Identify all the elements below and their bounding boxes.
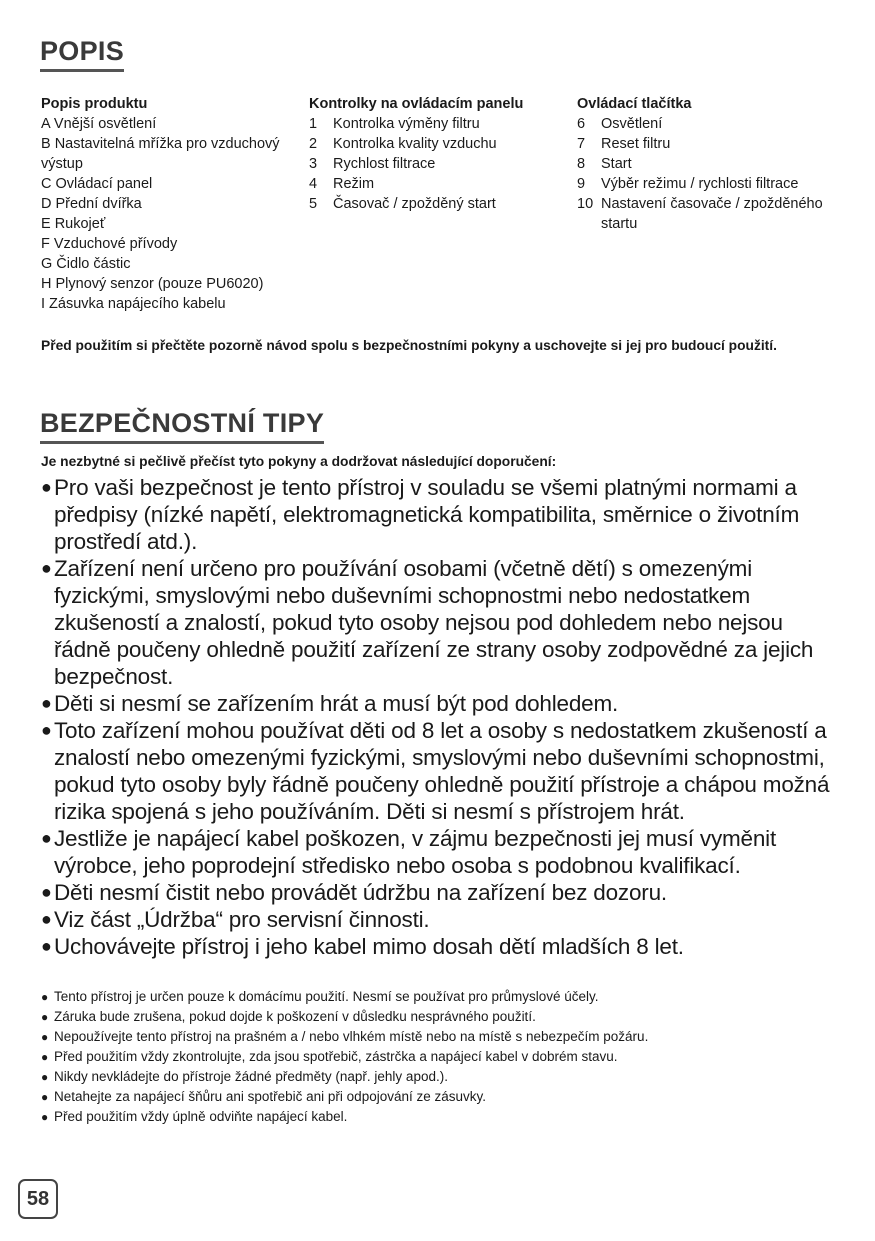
safety-small-item-text: Tento přístroj je určen pouze k domácímu použití. Nesmí se používat pro průmyslové účely. xyxy=(54,989,599,1004)
control-button-item-label: Osvětlení xyxy=(601,116,663,132)
control-button-item-number: 6 xyxy=(577,116,586,132)
safety-small-item-text: Netahejte za napájecí šňůru ani spotřebič ani při odpojování ze zásuvky. xyxy=(54,1089,487,1104)
indicator-item-label: Kontrolka kvality vzduchu xyxy=(333,136,497,152)
bullet-icon: ● xyxy=(41,882,52,902)
product-description-column xyxy=(41,94,306,314)
safety-small-item xyxy=(41,987,836,1007)
control-button-item-number: 10 xyxy=(577,196,594,212)
safety-large-item-text: Toto zařízení mohou používat děti od 8 let a osoby s nedostatkem zkušeností a znalostí nebo omezenými fyzickými, smyslovými nebo duševními schopnostmi, pokud tyto osoby byly řádně poučeny ohledně použití přístroje a chápou možná rizika spojená s jeho používáním. Děti si nesmí s přístrojem hrát. xyxy=(54,718,830,824)
bullet-icon: ● xyxy=(41,558,52,578)
product-part-item: C Ovládací panel xyxy=(41,176,153,192)
bullet-icon: ● xyxy=(41,1050,49,1064)
product-part-item: D Přední dvířka xyxy=(41,196,142,212)
safety-large-list xyxy=(41,474,836,960)
product-part-item: A Vnější osvětlení xyxy=(41,116,157,132)
control-button-item-label: Nastavení časovače / zpožděného startu xyxy=(601,196,823,232)
indicator-item-number: 3 xyxy=(309,156,318,172)
safety-large-item-text: Děti si nesmí se zařízením hrát a musí být pod dohledem. xyxy=(54,691,619,716)
buttons-heading: Ovládací tlačítka xyxy=(577,96,692,112)
control-button-item-label: Start xyxy=(601,156,632,172)
section-title-safety: BEZPEČNOSTNÍ TIPY xyxy=(40,410,324,444)
safety-small-item xyxy=(41,1087,836,1107)
control-button-item-label: Výběr režimu / rychlosti filtrace xyxy=(601,176,799,192)
control-button-item-number: 9 xyxy=(577,176,586,192)
indicators-heading: Kontrolky na ovládacím panelu xyxy=(309,96,524,112)
indicator-item-number: 2 xyxy=(309,136,318,152)
bullet-icon: ● xyxy=(41,1110,49,1124)
bullet-icon: ● xyxy=(41,693,52,713)
product-part-item: H Plynový senzor (pouze PU6020) xyxy=(41,276,264,292)
control-button-item xyxy=(577,194,837,234)
bullet-icon: ● xyxy=(41,1090,49,1104)
safety-large-item xyxy=(41,906,836,933)
safety-large-item-text: Jestliže je napájecí kabel poškozen, v zájmu bezpečnosti jej musí vyměnit výrobce, jeho poprodejní středisko nebo osoba s podobnou kvalifikací. xyxy=(54,826,777,878)
indicator-item xyxy=(309,134,571,154)
page-number: 58 xyxy=(18,1179,58,1219)
indicator-item-number: 5 xyxy=(309,196,318,212)
control-button-item-label: Reset filtru xyxy=(601,136,671,152)
indicator-item-label: Režim xyxy=(333,176,375,192)
safety-large-item xyxy=(41,933,836,960)
safety-large-item xyxy=(41,555,836,690)
bullet-icon: ● xyxy=(41,1010,49,1024)
safety-large-item xyxy=(41,690,836,717)
safety-small-list xyxy=(41,987,836,1127)
bullet-icon: ● xyxy=(41,1030,49,1044)
safety-small-item xyxy=(41,1027,836,1047)
safety-small-item xyxy=(41,1047,836,1067)
control-button-item xyxy=(577,174,837,194)
control-button-item-number: 7 xyxy=(577,136,586,152)
indicator-item xyxy=(309,194,571,214)
safety-large-item xyxy=(41,879,836,906)
safety-large-item-text: Viz část „Údržba“ pro servisní činnosti. xyxy=(54,907,430,932)
indicator-item xyxy=(309,174,571,194)
bullet-icon: ● xyxy=(41,909,52,929)
control-button-item xyxy=(577,134,837,154)
product-part-item: G Čidlo částic xyxy=(41,256,131,272)
safety-large-item xyxy=(41,825,836,879)
bullet-icon: ● xyxy=(41,936,52,956)
safety-intro: Je nezbytné si pečlivě přečíst tyto pokyny a dodržovat následující doporučení: xyxy=(41,454,557,469)
bullet-icon: ● xyxy=(41,1070,49,1084)
indicators-column xyxy=(309,94,571,214)
safety-small-item xyxy=(41,1107,836,1127)
control-button-item xyxy=(577,114,837,134)
safety-small-item-text: Před použitím vždy úplně odviňte napájecí kabel. xyxy=(54,1109,348,1124)
safety-small-item xyxy=(41,1007,836,1027)
product-description-heading: Popis produktu xyxy=(41,96,148,112)
control-button-item-number: 8 xyxy=(577,156,586,172)
product-part-item: B Nastavitelná mřížka pro vzduchový výstup xyxy=(41,136,280,172)
safety-small-item-text: Před použitím vždy zkontrolujte, zda jsou spotřebič, zástrčka a napájecí kabel v dobrém stavu. xyxy=(54,1049,618,1064)
indicator-item-number: 1 xyxy=(309,116,318,132)
indicator-item xyxy=(309,154,571,174)
safety-large-item-text: Děti nesmí čistit nebo provádět údržbu na zařízení bez dozoru. xyxy=(54,880,667,905)
safety-large-item-text: Pro vaši bezpečnost je tento přístroj v souladu se všemi platnými normami a předpisy (nízké napětí, elektromagnetická kompatibilita, směrnice o životním prostředí atd.). xyxy=(54,475,800,554)
safety-small-item-text: Záruka bude zrušena, pokud dojde k poškození v důsledku nesprávného použití. xyxy=(54,1009,536,1024)
buttons-column xyxy=(577,94,837,234)
safety-large-item xyxy=(41,717,836,825)
product-part-item: F Vzduchové přívody xyxy=(41,236,178,252)
bullet-icon: ● xyxy=(41,990,49,1004)
indicator-item-number: 4 xyxy=(309,176,318,192)
safety-small-item-text: Nikdy nevkládejte do přístroje žádné předměty (např. jehly apod.). xyxy=(54,1069,448,1084)
indicator-item xyxy=(309,114,571,134)
safety-large-item-text: Uchovávejte přístroj i jeho kabel mimo dosah dětí mladších 8 let. xyxy=(54,934,684,959)
safety-small-item-text: Nepoužívejte tento přístroj na prašném a / nebo vlhkém místě nebo na místě s nebezpečím požáru. xyxy=(54,1029,649,1044)
bullet-icon: ● xyxy=(41,720,52,740)
safety-large-item xyxy=(41,474,836,555)
safety-small-item xyxy=(41,1067,836,1087)
safety-large-item-text: Zařízení není určeno pro používání osobami (včetně dětí) s omezenými fyzickými, smyslovými nebo duševními schopnostmi nebo nedostatkem zkušeností a znalostí, pokud tyto osoby nejsou pod dohledem nebo nejsou řádně poučeny ohledně použití zařízení ze strany osoby zodpovědné za jejich bezpečnost. xyxy=(54,556,814,689)
product-part-item: E Rukojeť xyxy=(41,216,106,232)
indicator-item-label: Rychlost filtrace xyxy=(333,156,436,172)
bullet-icon: ● xyxy=(41,828,52,848)
section-title-popis: POPIS xyxy=(40,38,124,72)
product-part-item: I Zásuvka napájecího kabelu xyxy=(41,296,226,312)
read-manual-notice: Před použitím si přečtěte pozorně návod spolu s bezpečnostními pokyny a uschovejte si jej pro budoucí použití. xyxy=(41,338,777,353)
indicator-item-label: Kontrolka výměny filtru xyxy=(333,116,480,132)
indicator-item-label: Časovač / zpožděný start xyxy=(333,196,496,212)
control-button-item xyxy=(577,154,837,174)
bullet-icon: ● xyxy=(41,477,52,497)
